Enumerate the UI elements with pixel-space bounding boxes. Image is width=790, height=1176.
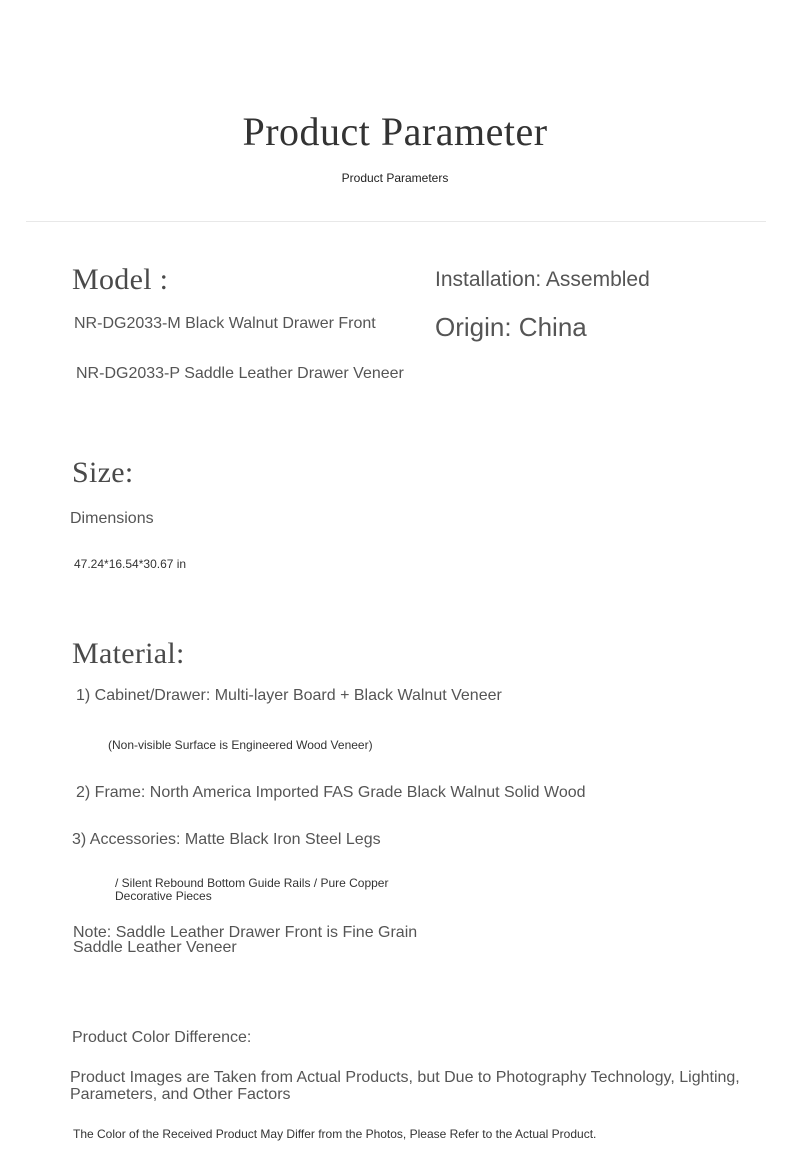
model-item-1: NR-DG2033-M Black Walnut Drawer Front [74,315,376,332]
material-accessories: 3) Accessories: Matte Black Iron Steel Legs [72,831,381,848]
material-cabinet: 1) Cabinet/Drawer: Multi-layer Board + Black Walnut Veneer [76,687,502,704]
material-note: Note: Saddle Leather Drawer Front is Fine Grain Saddle Leather Veneer [73,924,418,956]
color-difference-line1: Product Images are Taken from Actual Products, but Due to Photography Technology, Lighting, Parameters, and Other Factors [70,1069,740,1103]
origin-text: Origin: China [435,312,587,342]
material-accessories-note: / Silent Rebound Bottom Guide Rails / Pure Copper Decorative Pieces [115,876,389,903]
color-difference-line2: The Color of the Received Product May Differ from the Photos, Please Refer to the Actual Product. [73,1127,597,1141]
model-item-2: NR-DG2033-P Saddle Leather Drawer Veneer [76,365,404,382]
dimensions-value: 47.24*16.54*30.67 in [74,557,187,571]
material-heading: Material: [72,637,185,670]
installation-text: Installation: Assembled [435,268,650,291]
page-subtitle: Product Parameters [341,171,449,185]
model-heading: Model : [72,263,169,296]
material-cabinet-note: (Non-visible Surface is Engineered Wood Veneer) [108,738,373,752]
color-difference-heading: Product Color Difference: [72,1029,252,1046]
header-divider [26,221,766,222]
size-heading: Size: [72,456,134,489]
material-frame: 2) Frame: North America Imported FAS Grade Black Walnut Solid Wood [76,784,586,801]
page-title: Product Parameter [242,109,548,154]
dimensions-label: Dimensions [70,510,154,527]
